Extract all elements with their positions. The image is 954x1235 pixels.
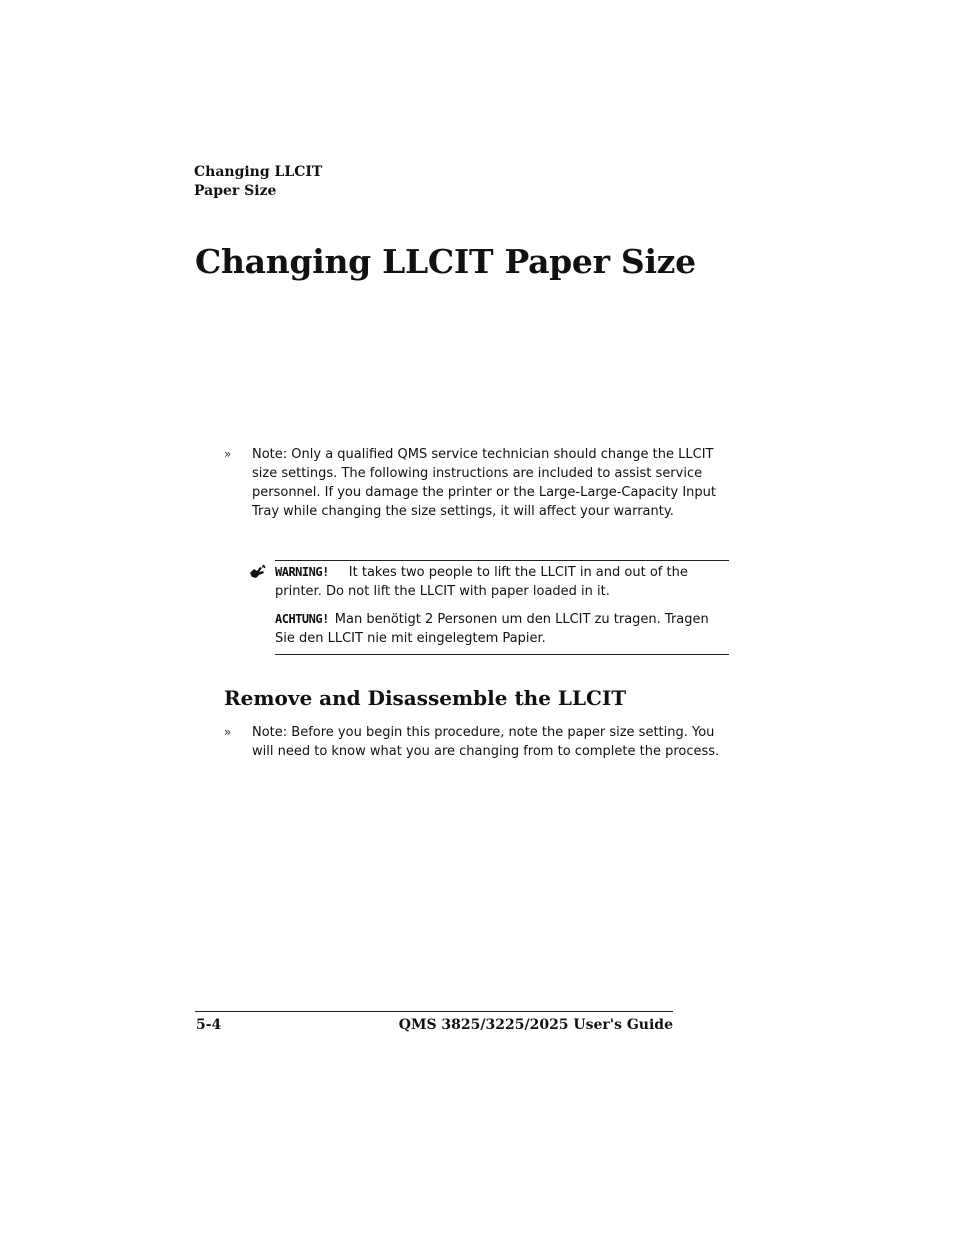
footer-divider bbox=[195, 1011, 673, 1012]
footer-page-number: 5-4 bbox=[196, 1017, 222, 1033]
note-text: Note: Only a qualified QMS service technician should change the LLCIT size settings. The following instructions are included to assist service personnel. If you damage the printer or the Large-Large-Capacity Input Tray while changing the size settings, it will affect your warranty. bbox=[252, 447, 716, 519]
warning-english bbox=[275, 563, 729, 601]
section-heading: Remove and Disassemble the LLCIT bbox=[224, 686, 627, 710]
note-before-begin bbox=[224, 723, 729, 761]
warning-box bbox=[275, 560, 729, 655]
running-head-line-2: Paper Size bbox=[194, 183, 277, 199]
note-qualified-technician bbox=[224, 445, 729, 521]
warning-hand-icon bbox=[249, 564, 267, 580]
achtung-label: ACHTUNG! bbox=[275, 612, 329, 626]
achtung-text: Man benötigt 2 Personen um den LLCIT zu tragen. Tragen Sie den LLCIT nie mit eingelegtem Papier. bbox=[275, 612, 709, 646]
note-text: Note: Before you begin this procedure, note the paper size setting. You will need to know what you are changing from to complete the process. bbox=[252, 725, 720, 759]
footer-guide-title: QMS 3825/3225/2025 User's Guide bbox=[398, 1017, 673, 1033]
note-bullet: » bbox=[224, 725, 232, 739]
warning-text: It takes two people to lift the LLCIT in and out of the printer. Do not lift the LLCIT with paper loaded in it. bbox=[275, 565, 688, 599]
running-head-line-1: Changing LLCIT bbox=[194, 164, 323, 180]
running-head bbox=[194, 163, 322, 201]
note-bullet: » bbox=[224, 447, 232, 461]
warning-german bbox=[275, 610, 729, 648]
page-title: Changing LLCIT Paper Size bbox=[195, 242, 696, 281]
warning-label: WARNING! bbox=[275, 565, 329, 579]
